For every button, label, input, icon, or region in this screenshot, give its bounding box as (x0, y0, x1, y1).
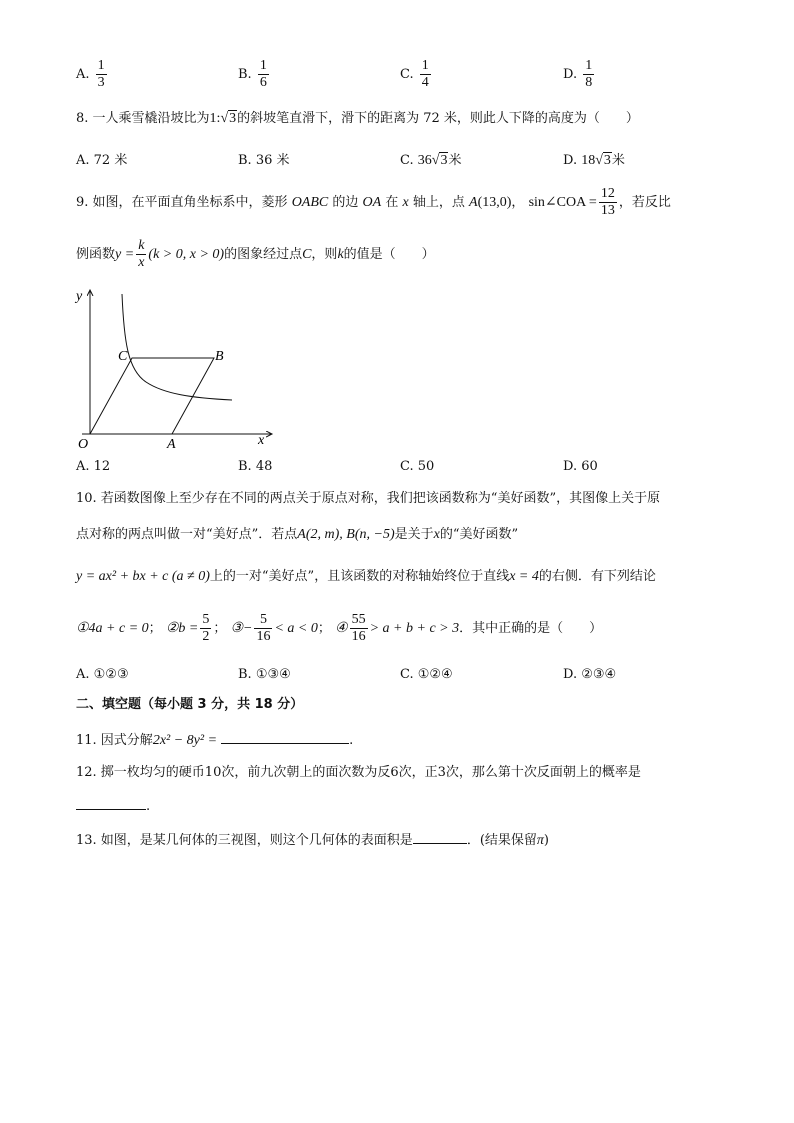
label-o: O (78, 437, 89, 452)
q10-statements: ①4a + c = 0； ②b = $\frac{5}{2}$ ； ③− $\frac{5}{16}$ < a < 0； ④ $\frac{55}{16}$ > a + b + c > 3．其中正确的是（ ） (76, 612, 603, 644)
q9-figure (72, 282, 282, 452)
q10-line1: 10. 若函数图像上至少存在不同的两点关于原点对称，我们把该函数称为“美好函数”，其图像上关于原 (76, 491, 661, 506)
answer-blank[interactable] (221, 730, 349, 744)
q10-option-a: A. ①②③ (76, 667, 129, 682)
q8-stem: 8. 一人乘雪橇沿坡比为1:√3的斜坡笔直滑下，滑下的距离为 72 米，则此人下降的高度为（ ） (76, 111, 639, 126)
q10-option-c: C. ①②④ (400, 667, 453, 682)
label-y: y (76, 289, 83, 304)
q9-stem-line2: 例函数y = $\frac{k}{x}$ (k > 0, x > 0)的图象经过点C，则k的值是（ ） (76, 238, 435, 270)
q8-option-c: C. 36√3米 (400, 153, 462, 168)
q7-option-d: D. $\frac{1}{8}$ (563, 58, 593, 90)
rhombus-oabc (90, 358, 214, 434)
q7-option-a: A. $\frac{1}{3}$ (76, 58, 105, 90)
q10-line3: y = ax² + bx + c (a ≠ 0)上的一对“美好点”，且该函数的对称轴始终位于直线x = 4的右侧．有下列结论 (76, 569, 656, 584)
q9-option-b: B. 48 (238, 459, 273, 474)
q12-line2: . (76, 796, 150, 816)
label-x: x (258, 433, 265, 448)
q8-option-a: A. 72 米 (76, 153, 128, 168)
q9-stem-line1: 9. 如图，在平面直角坐标系中，菱形 OABC 的边 OA 在 x 轴上，点 A(13,0)， sin∠COA = $\frac{12}{13}$ ，若反比 (76, 186, 671, 218)
q8-option-b: B. 36 米 (238, 153, 290, 168)
label-a: A (167, 437, 176, 452)
answer-blank[interactable] (76, 796, 146, 810)
q10-option-b: B. ①③④ (238, 667, 291, 682)
answer-blank[interactable] (413, 830, 467, 844)
q9-option-a: A. 12 (76, 459, 111, 474)
label-b: B (215, 349, 224, 364)
q10-line2: 点对称的两点叫做一对“美好点”．若点A(2, m), B(n, −5)是关于x的“美好函数” (76, 527, 519, 542)
q7-option-b: B. $\frac{1}{6}$ (238, 58, 267, 90)
q13: 13. 如图，是某几何体的三视图，则这个几何体的表面积是 ．(结果保留π) (76, 830, 549, 850)
q8-option-d: D. 18√3米 (563, 153, 625, 168)
q9-option-d: D. 60 (563, 459, 598, 474)
section-title-fill-in: 二、填空题（每小题 3 分，共 18 分） (76, 697, 304, 712)
label-c: C (118, 349, 128, 364)
q10-option-d: D. ②③④ (563, 667, 617, 682)
q12-line1: 12. 掷一枚均匀的硬币10次，前九次朝上的面次数为反6次，正3次，那么第十次反面朝上的概率是 (76, 765, 641, 780)
hyperbola-curve (122, 294, 232, 400)
q7-option-c: C. $\frac{1}{4}$ (400, 58, 429, 90)
q11: 11. 因式分解2x² − 8y² = . (76, 730, 353, 750)
q9-option-c: C. 50 (400, 459, 435, 474)
